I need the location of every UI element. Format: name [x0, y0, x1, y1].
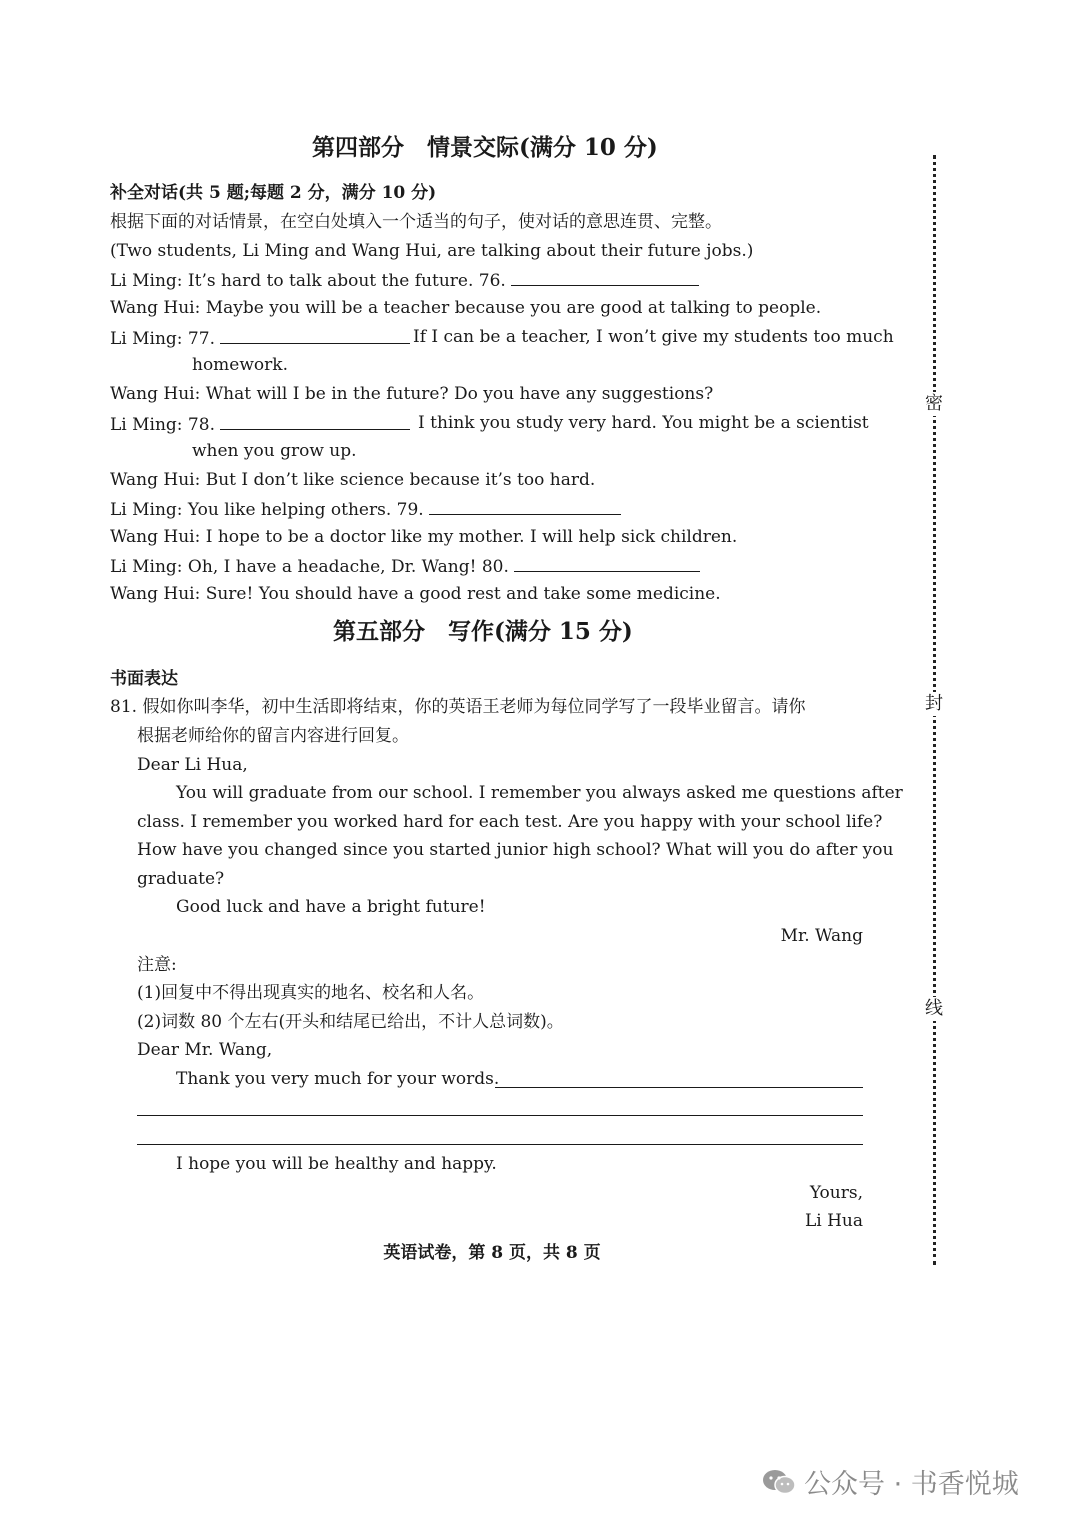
wechat-icon — [762, 1468, 796, 1496]
dialogue-line — [110, 411, 410, 437]
dialogue-text: If I can be a teacher, I won’t give my students too much — [413, 327, 894, 347]
dialogue-line — [110, 553, 700, 579]
writing-line[interactable] — [137, 1144, 863, 1145]
dialogue-line: Wang Hui: What will I be in the future? Do you have any suggestions? — [110, 384, 714, 404]
writing-line[interactable] — [137, 1115, 863, 1116]
side-mark: 密 — [922, 392, 946, 416]
dialogue-text: Li Ming: You like helping others. 79. — [110, 500, 424, 520]
dialogue-text: when you grow up. — [192, 441, 357, 461]
dialogue-line: Wang Hui: But I don’t like science because it’s too hard. — [110, 470, 596, 490]
dialogue-text: Li Ming: It’s hard to talk about the future. 76. — [110, 271, 506, 291]
letter-body-line: You will graduate from our school. I remember you always asked me questions after — [176, 783, 903, 803]
side-mark: 线 — [922, 997, 946, 1021]
answer-blank-79[interactable] — [429, 496, 621, 515]
letter-closing: Good luck and have a bright future! — [176, 897, 486, 917]
reply-name: Li Hua — [804, 1211, 863, 1231]
reply-ending: I hope you will be healthy and happy. — [176, 1154, 497, 1174]
letter-body-line: class. I remember you worked hard for each test. Are you happy with your school life? — [137, 812, 883, 832]
answer-blank-78[interactable] — [220, 411, 410, 430]
note-item: (2)词数 80 个左右(开头和结尾已给出，不计人总词数)。 — [137, 1012, 564, 1032]
dialogue-text: Li Ming: 78. — [110, 415, 215, 435]
answer-blank-80[interactable] — [514, 553, 700, 572]
dialogue-line: Wang Hui: I hope to be a doctor like my mother. I will help sick children. — [110, 527, 738, 547]
reply-yours: Yours, — [809, 1183, 863, 1203]
dialogue-line: Wang Hui: Sure! You should have a good rest and take some medicine. — [110, 584, 721, 604]
dialogue-line: Wang Hui: Maybe you will be a teacher because you are good at talking to people. — [110, 298, 822, 318]
dialogue-text: Li Ming: Oh, I have a headache, Dr. Wang! 80. — [110, 557, 509, 577]
letter-body-line: graduate? — [137, 869, 225, 889]
dialogue-text: I think you study very hard. You might be a scientist — [418, 413, 869, 433]
part4-subtitle: 补全对话(共 5 题;每题 2 分，满分 10 分) — [110, 183, 437, 203]
dialogue-line — [110, 267, 699, 293]
note-item: (1)回复中不得出现真实的地名、校名和人名。 — [137, 983, 485, 1003]
part5-title: 第五部分 写作(满分 15 分) — [333, 618, 633, 645]
answer-blank-77[interactable] — [220, 325, 410, 344]
letter-greeting: Dear Li Hua, — [137, 755, 248, 775]
watermark-text: 公众号 · 书香悦城 — [804, 1469, 1019, 1500]
part5-subtitle: 书面表达 — [110, 669, 178, 689]
page-footer: 英语试卷，第 8 页，共 8 页 — [383, 1243, 601, 1263]
part4-instruction: 根据下面的对话情景，在空白处填入一个适当的句子，使对话的意思连贯、完整。 — [110, 212, 722, 232]
dialogue-context: (Two students, Li Ming and Wang Hui, are talking about their future jobs.) — [110, 241, 754, 261]
question-81-prompt: 81. 假如你叫李华，初中生活即将结束，你的英语王老师为每位同学写了一段毕业留言。请你 — [110, 697, 806, 717]
part4-title: 第四部分 情景交际(满分 10 分) — [312, 134, 658, 161]
letter-signature: Mr. Wang — [780, 926, 863, 946]
reply-opening: Thank you very much for your words. — [176, 1069, 500, 1089]
dialogue-text: Li Ming: 77. — [110, 329, 215, 349]
notes-title: 注意: — [137, 955, 177, 975]
reply-greeting: Dear Mr. Wang, — [137, 1040, 273, 1060]
question-81-prompt-cont: 根据老师给你的留言内容进行回复。 — [137, 726, 409, 746]
writing-line[interactable] — [495, 1069, 863, 1088]
watermark — [762, 1462, 1019, 1501]
answer-blank-76[interactable] — [511, 267, 699, 286]
dialogue-line — [110, 325, 410, 351]
letter-body-line: How have you changed since you started junior high school? What will you do after you — [137, 840, 894, 860]
dialogue-line — [110, 496, 621, 522]
dialogue-text: homework. — [192, 355, 288, 375]
side-mark: 封 — [922, 692, 946, 716]
